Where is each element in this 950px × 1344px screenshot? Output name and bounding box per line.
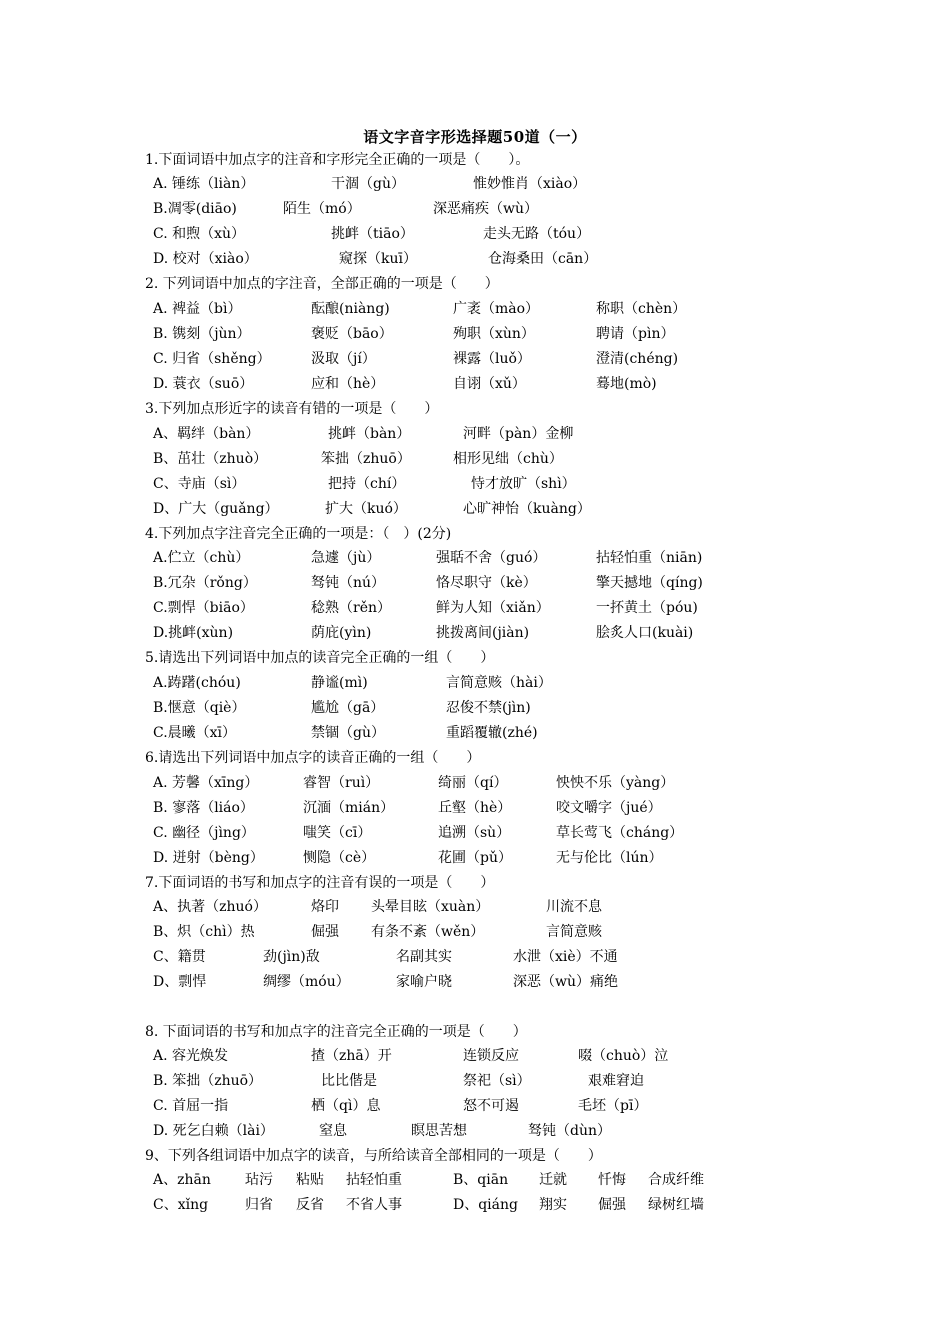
option-text: 蓦地(mò) [596, 376, 657, 392]
option-text: A. 裨益（bì） [153, 301, 242, 317]
option-text: 稔熟（rěn） [311, 600, 391, 616]
option-text: 恃才放旷（shì） [471, 476, 576, 492]
option-text: 追溯（sù） [438, 825, 511, 841]
option-text: 劲(jìn)敌 [263, 949, 320, 965]
option-text: 忍俊不禁(jìn) [446, 700, 531, 716]
option-text: 静谧(mì) [311, 675, 368, 691]
option-text: 自诩（xǔ） [453, 376, 526, 392]
option-text: 言简意赅（hài） [446, 675, 552, 691]
option-text: 相形见绌（chù） [453, 451, 563, 467]
option-text: 汲取（jí） [311, 351, 376, 367]
option-text: 拈轻怕重（niān) [596, 550, 703, 566]
option-text: 笨拙（zhuō） [321, 451, 411, 467]
option-text: 广袤（mào） [453, 301, 540, 317]
option-text: 川流不息 [546, 899, 602, 915]
question-stem: 2. 下列词语中加点的字注音，全部正确的一项是（ ） [145, 276, 499, 292]
option-text: 水泄（xiè）不通 [513, 949, 618, 965]
option-text: 褒贬（bāo） [311, 326, 393, 342]
option-text: 干涸（gù） [331, 176, 405, 192]
option-text: C. 首屈一指 [153, 1098, 229, 1114]
option-text: 荫庇(yìn) [311, 625, 372, 641]
option-text: 栖（qì）息 [311, 1098, 381, 1114]
option-text: 花圃（pǔ） [438, 850, 512, 866]
option-text: 挑衅（tiāo） [331, 226, 414, 242]
option-text: 祭祀（sì） [463, 1073, 531, 1089]
option-text: 粘贴 [296, 1172, 324, 1188]
option-text: B.凋零(diāo) [153, 201, 237, 217]
option-text: D、广大（guǎng） [153, 501, 279, 517]
option-text: 禁锢（gù） [311, 725, 385, 741]
option-text: 忏悔 [598, 1172, 626, 1188]
option-text: 怒不可遏 [463, 1098, 519, 1114]
option-text: 称职（chèn） [596, 301, 687, 317]
option-text: 咬文嚼字（jué） [556, 800, 662, 816]
option-text: 言简意赅 [546, 924, 602, 940]
option-text: 睿智（ruì） [303, 775, 380, 791]
page-title: 语文字音字形选择题50道（一） [363, 128, 587, 146]
option-text: 无与伦比（lún） [556, 850, 663, 866]
option-text: 鲜为人知（xiǎn） [436, 600, 550, 616]
option-text: 艰难窘迫 [588, 1073, 644, 1089]
option-text: A、羁绊（bàn） [153, 426, 260, 442]
option-text: 恪尽职守（kè） [436, 575, 537, 591]
option-text: D. 死乞白赖（lài） [153, 1123, 274, 1139]
option-text: C. 归省（shěng） [153, 351, 271, 367]
option-text: 澄清(chéng) [596, 351, 679, 367]
option-text: 反省 [296, 1197, 324, 1213]
option-text: 迁就 [539, 1172, 567, 1188]
option-text: 聘请（pìn） [596, 326, 675, 342]
option-text: D、qiáng [453, 1197, 518, 1213]
option-text: C、籍贯 [153, 949, 206, 965]
option-text: 挑衅（bàn） [328, 426, 411, 442]
option-text: 窒息 [319, 1123, 347, 1139]
option-text: 扩大（kuó） [325, 501, 407, 517]
option-text: 脍炙人口(kuài) [596, 625, 694, 641]
option-text: 裸露（luǒ） [453, 351, 531, 367]
question-stem: 9、下列各组词语中加点字的读音，与所给读音全部相同的一项是（ ） [145, 1148, 602, 1164]
option-text: 怏怏不乐（yàng） [556, 775, 675, 791]
option-text: A.踌躇(chóu) [153, 675, 241, 691]
option-text: 烙印 [311, 899, 339, 915]
option-text: 倔强 [598, 1197, 626, 1213]
option-text: 恻隐（cè） [303, 850, 376, 866]
option-text: 驽钝（nú） [311, 575, 386, 591]
option-text: A. 锤练（liàn） [153, 176, 255, 192]
option-text: 绮丽（qí） [438, 775, 508, 791]
option-text: 窥探（kuī） [339, 251, 417, 267]
option-text: 家喻户晓 [396, 974, 452, 990]
option-text: 绿树红墙 [648, 1197, 704, 1213]
option-text: 瞑思苦想 [411, 1123, 467, 1139]
option-text: 丘壑（hè） [438, 800, 512, 816]
option-text: 应和（hè） [311, 376, 385, 392]
option-text: 头晕目眩（xuàn） [371, 899, 490, 915]
option-text: C.剽悍（biāo） [153, 600, 254, 616]
option-text: 走头无路（tóu） [483, 226, 591, 242]
option-text: 名副其实 [396, 949, 452, 965]
question-stem: 5.请选出下列词语中加点的读音完全正确的一组（ ） [145, 650, 495, 666]
option-text: 啜（chuò）泣 [578, 1048, 669, 1064]
option-text: 草长莺飞（cháng） [556, 825, 684, 841]
option-text: 酝酿(niàng) [311, 301, 390, 317]
question-stem: 6.请选出下列词语中加点字的读音正确的一组（ ） [145, 750, 481, 766]
option-text: D.挑衅(xùn) [153, 625, 234, 641]
option-text: 河畔（pàn）金柳 [463, 426, 574, 442]
option-text: A、执著（zhuó） [153, 899, 267, 915]
option-text: 尴尬（gā） [311, 700, 385, 716]
option-text: A.伫立（chù） [153, 550, 250, 566]
option-text: 把持（chí） [328, 476, 406, 492]
question-stem: 1.下面词语中加点字的注音和字形完全正确的一项是（ ）。 [145, 152, 530, 168]
option-text: B、茁壮（zhuò） [153, 451, 268, 467]
question-stem: 3.下列加点形近字的读音有错的一项是（ ） [145, 401, 439, 417]
option-text: 连锁反应 [463, 1048, 519, 1064]
option-text: 深恶（wù）痛绝 [513, 974, 618, 990]
option-text: B、炽（chì）热 [153, 924, 255, 940]
option-text: A. 芳馨（xīng） [153, 775, 259, 791]
option-text: 嗤笑（cī） [303, 825, 372, 841]
option-text: 急遽（jù） [311, 550, 381, 566]
option-text: C. 幽径（jìng） [153, 825, 255, 841]
option-text: 惟妙惟肖（xiào） [473, 176, 587, 192]
option-text: C.晨曦（xī） [153, 725, 237, 741]
option-text: 仓海桑田（cān） [488, 251, 598, 267]
option-text: 翔实 [539, 1197, 567, 1213]
option-text: 绸缪（móu） [263, 974, 350, 990]
option-text: 倔强 [311, 924, 339, 940]
question-stem: 4.下列加点字注音完全正确的一项是：（ ）(2分) [145, 526, 452, 542]
option-text: D. 蓑衣（suō） [153, 376, 254, 392]
option-text: 有条不紊（wěn） [371, 924, 485, 940]
option-text: B. 镌刻（jùn） [153, 326, 251, 342]
option-text: 擎天撼地（qíng) [596, 575, 703, 591]
question-stem: 7.下面词语的书写和加点字的注音有误的一项是（ ） [145, 875, 495, 891]
option-text: 揸（zhā）开 [311, 1048, 392, 1064]
option-text: A、zhān [153, 1172, 211, 1188]
option-text: 陌生（mó） [283, 201, 361, 217]
option-text: 玷污 [245, 1172, 273, 1188]
option-text: 重蹈覆辙(zhé) [446, 725, 538, 741]
option-text: 毛坯（pī） [578, 1098, 648, 1114]
option-text: C、寺庙（sì） [153, 476, 246, 492]
option-text: 一抔黄土（póu) [596, 600, 698, 616]
option-text: 沉湎（mián） [303, 800, 395, 816]
option-text: 合成纤维 [648, 1172, 704, 1188]
option-text: 强聒不舍（guó） [436, 550, 547, 566]
option-text: D. 校对（xiào） [153, 251, 258, 267]
option-text: 挑拨离间(jiàn) [436, 625, 530, 641]
option-text: A. 容光焕发 [153, 1048, 229, 1064]
option-text: B.惬意（qiè） [153, 700, 246, 716]
option-text: B. 笨拙（zhuō） [153, 1073, 263, 1089]
option-text: 拈轻怕重 [346, 1172, 402, 1188]
option-text: D、剽悍 [153, 974, 207, 990]
option-text: 殉职（xùn） [453, 326, 535, 342]
option-text: 驽钝（dùn） [528, 1123, 611, 1139]
option-text: B. 寥落（liáo） [153, 800, 254, 816]
option-text: 心旷神怡（kuàng） [463, 501, 591, 517]
option-text: 不省人事 [346, 1197, 402, 1213]
option-text: 深恶痛疾（wù） [433, 201, 538, 217]
option-text: 比比偕是 [321, 1073, 377, 1089]
option-text: 归省 [245, 1197, 273, 1213]
option-text: B、qiān [453, 1172, 509, 1188]
option-text: D. 迸射（bèng） [153, 850, 264, 866]
option-text: C. 和煦（xù） [153, 226, 246, 242]
option-text: C、xǐng [153, 1197, 209, 1213]
option-text: B.冗杂（rǒng） [153, 575, 257, 591]
question-stem: 8. 下面词语的书写和加点字的注音完全正确的一项是（ ） [145, 1024, 527, 1040]
